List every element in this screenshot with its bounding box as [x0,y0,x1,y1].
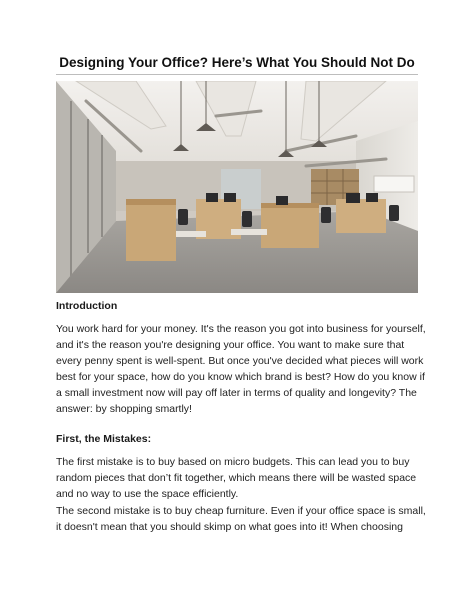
page-title: Designing Your Office? Here’s What You Should Not Do [59,55,415,70]
introduction-paragraph: You work hard for your money. It's the reason you got into business for yourself, and it's the reason you're designing your office. You want to make sure that every penny spent is well-spent. But once you've decided what pieces will work best for your space, how do you know which brand is best? How do you know if a small investment now will pay off later in terms of quality and longevity? The answer: by shopping smartly! [56,323,426,415]
section-heading-introduction: Introduction [56,300,118,312]
mistakes-paragraph-1: The first mistake is to buy based on micro budgets. This can lead you to buy random pieces that don’t fit together, which means there will be wasted space and no way to use the space efficiently. [56,456,417,500]
section-heading-mistakes: First, the Mistakes: [56,433,152,445]
office-interior-photo [56,81,418,293]
title-divider [56,74,418,75]
mistakes-paragraph-2: The second mistake is to buy cheap furniture. Even if your office space is small, it doesn't mean that you should skimp on what goes into it! When choosing [56,505,426,533]
